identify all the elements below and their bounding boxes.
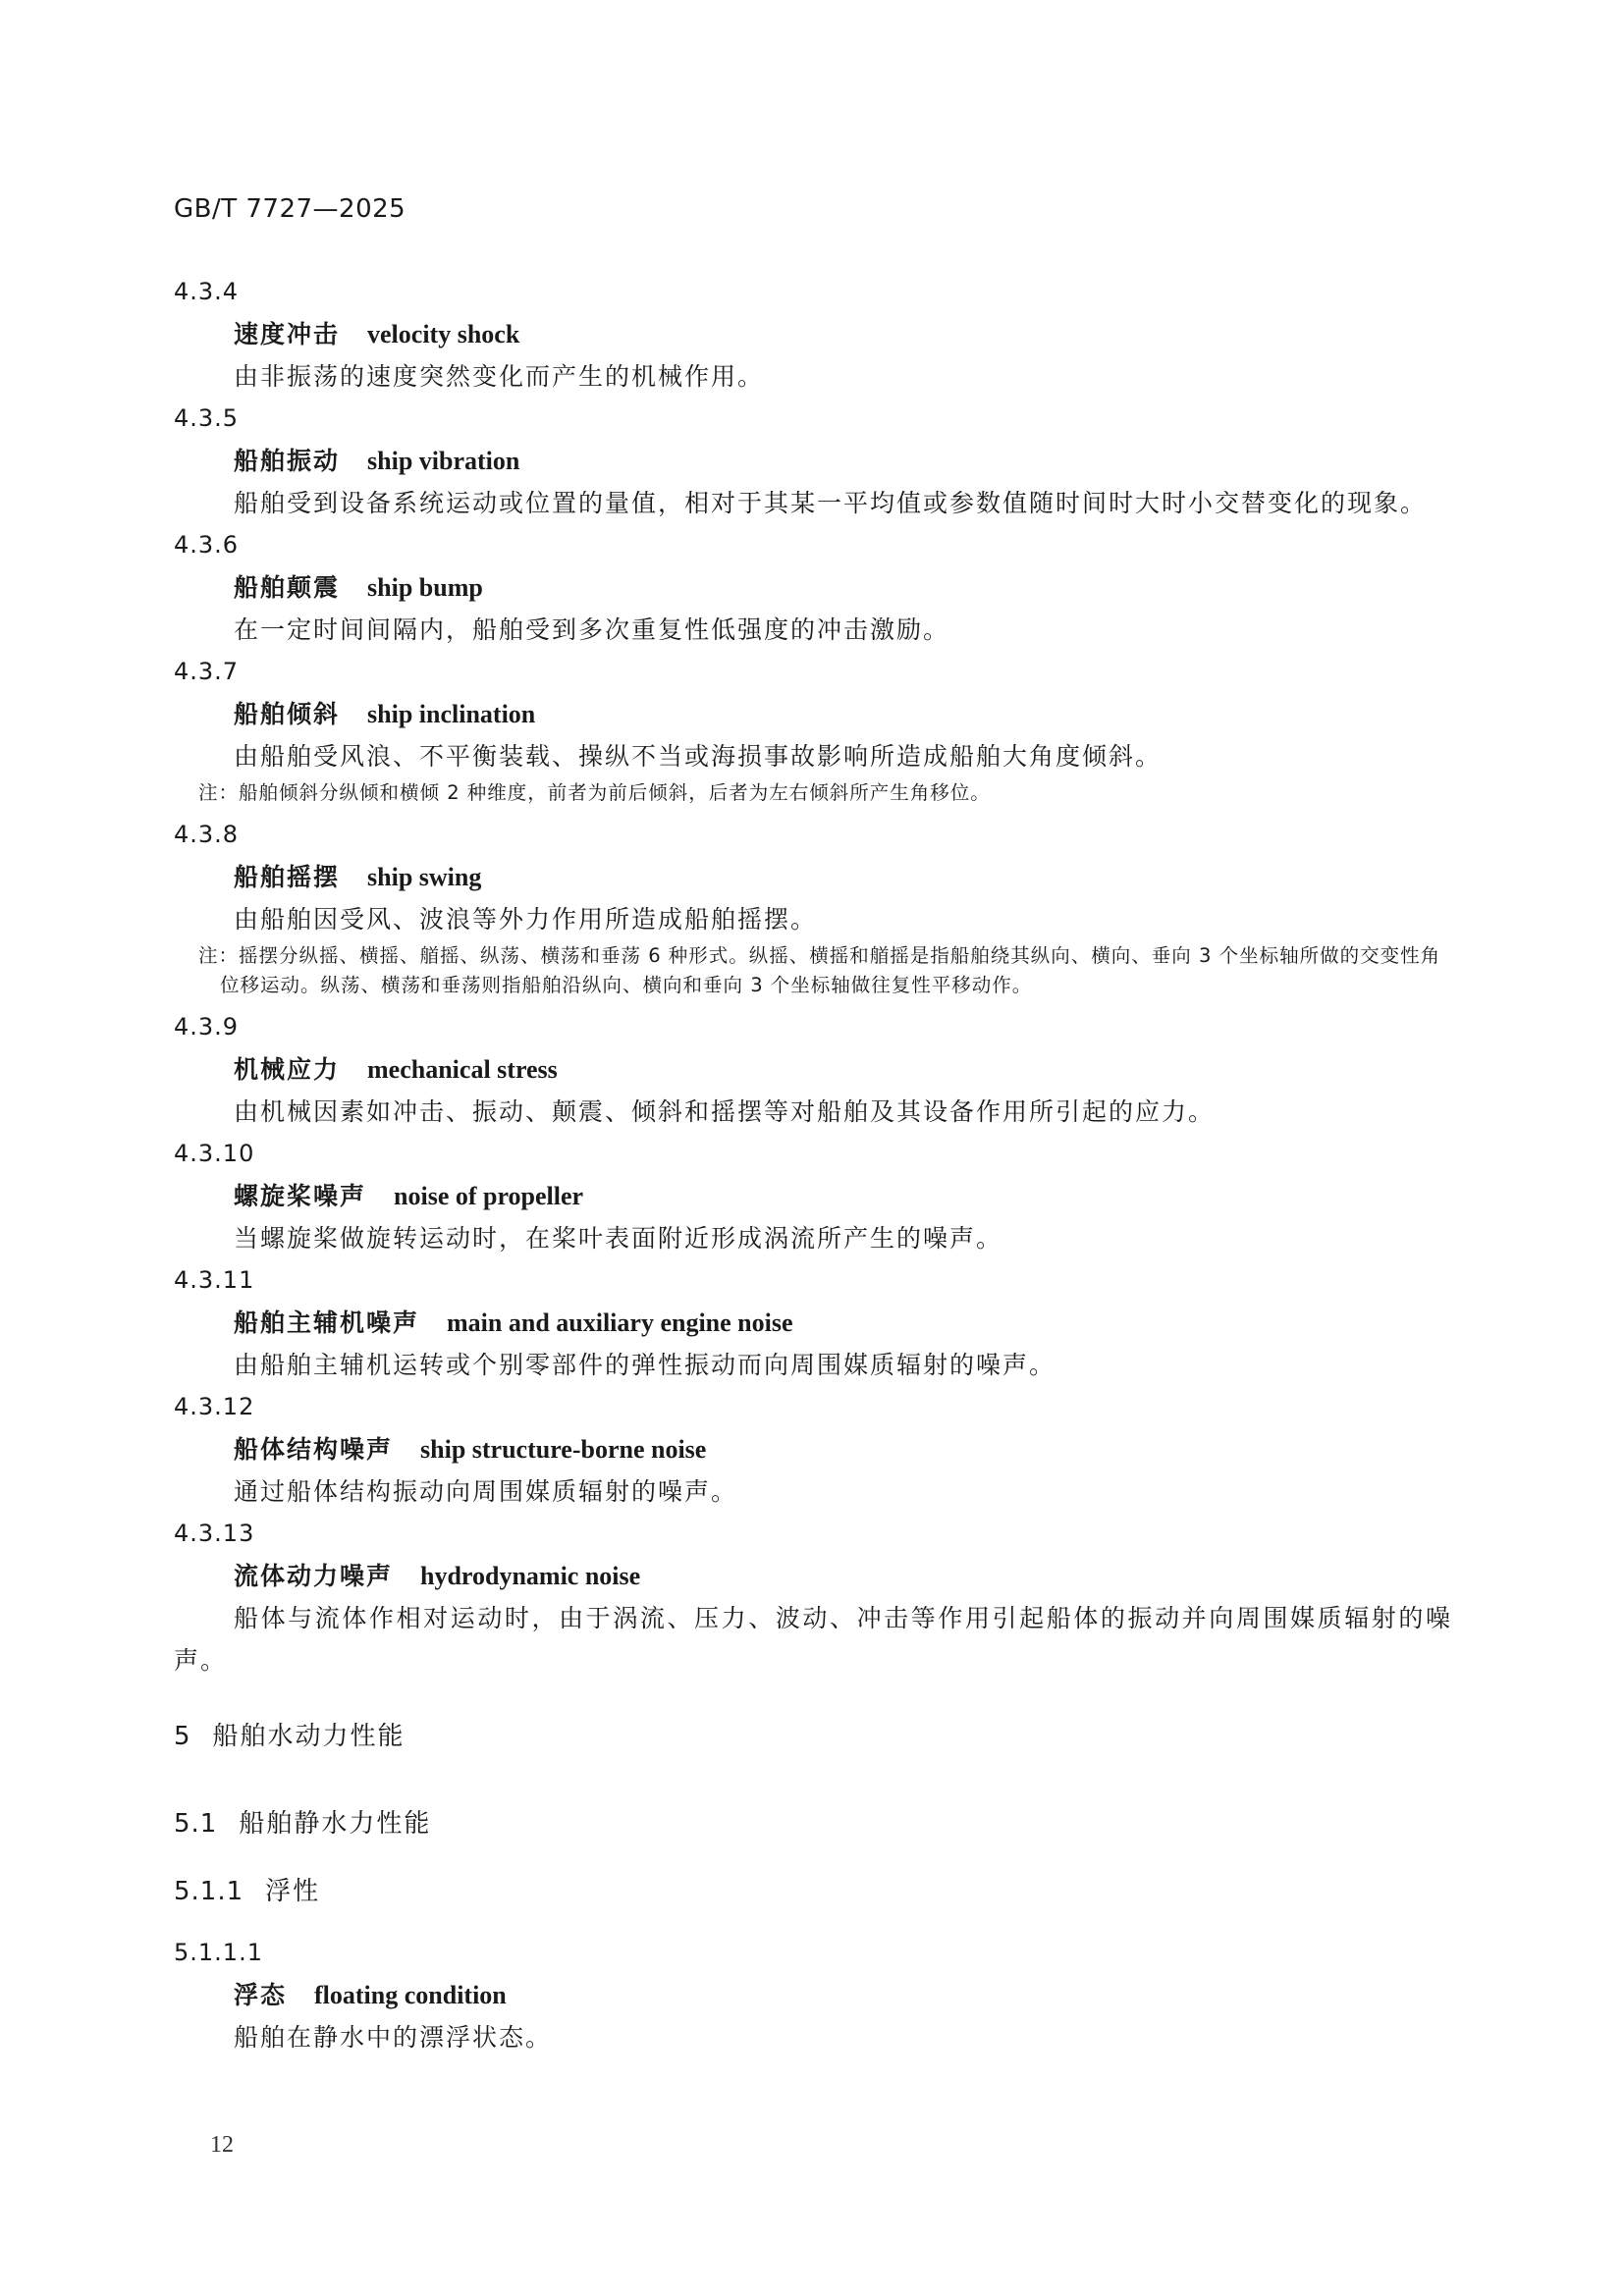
term-definition: 由机械因素如冲击、振动、颠震、倾斜和摇摆等对船舶及其设备作用所引起的应力。: [234, 1097, 1216, 1126]
term-zh: 船舶摇摆: [234, 863, 341, 891]
entry-number: 4.3.4: [174, 278, 240, 305]
term-heading: [174, 693, 1452, 735]
section-heading-5-1-1: [174, 1871, 1452, 1907]
term-heading: [174, 1175, 1452, 1217]
entry-number: 4.3.11: [174, 1266, 255, 1294]
term-definition: 由非振荡的速度突然变化而产生的机械作用。: [234, 362, 765, 391]
term-en: hydrodynamic noise: [420, 1562, 641, 1590]
term-zh: 船舶倾斜: [234, 700, 341, 728]
term-heading: [174, 1302, 1452, 1344]
term-zh: 船体结构噪声: [234, 1435, 394, 1464]
term-zh: 机械应力: [234, 1055, 341, 1084]
term-heading: [174, 1555, 1452, 1597]
term-entry: [174, 1386, 1452, 1513]
term-definition: 船舶在静水中的漂浮状态。: [234, 2023, 553, 2052]
term-zh: 船舶颠震: [234, 573, 341, 602]
term-entry: [174, 651, 1452, 808]
term-en: main and auxiliary engine noise: [447, 1308, 793, 1337]
section-heading-5: [174, 1716, 1452, 1752]
entry-number: 4.3.13: [174, 1520, 255, 1547]
term-entry: [174, 1006, 1452, 1133]
page-content: [174, 271, 1452, 2058]
term-en: mechanical stress: [367, 1055, 558, 1084]
entry-number: 5.1.1.1: [174, 1939, 263, 1966]
term-definition: 由船舶因受风、波浪等外力作用所造成船舶摇摆。: [234, 905, 818, 934]
section-title: 浮性: [265, 1877, 321, 1906]
term-heading: [174, 1428, 1452, 1470]
entry-number: 4.3.5: [174, 404, 240, 432]
term-zh: 船舶主辅机噪声: [234, 1308, 420, 1337]
term-en: floating condition: [314, 1981, 507, 2009]
term-definition: 船舶受到设备系统运动或位置的量值，相对于其某一平均值或参数值随时间时大时小交替变化的现象。: [234, 489, 1428, 517]
term-heading: [174, 313, 1452, 355]
entry-number: 4.3.10: [174, 1140, 255, 1167]
term-zh: 流体动力噪声: [234, 1562, 394, 1590]
page-number: 12: [210, 2132, 234, 2158]
term-entry: [174, 398, 1452, 524]
term-definition: 当螺旋桨做旋转运动时，在桨叶表面附近形成涡流所产生的噪声。: [234, 1224, 1003, 1253]
term-entry: [174, 1932, 1452, 2058]
term-entry: [174, 814, 1452, 1000]
term-definition: 由船舶主辅机运转或个别零部件的弹性振动而向周围媒质辐射的噪声。: [234, 1351, 1056, 1379]
term-entry: [174, 271, 1452, 398]
term-en: ship bump: [367, 573, 483, 602]
term-heading: [174, 1974, 1452, 2016]
term-en: ship inclination: [367, 700, 536, 728]
term-zh: 速度冲击: [234, 320, 341, 348]
term-heading: [174, 856, 1452, 898]
term-definition: 通过船体结构振动向周围媒质辐射的噪声。: [234, 1477, 738, 1506]
term-zh: 船舶振动: [234, 447, 341, 475]
entry-number: 4.3.8: [174, 821, 240, 848]
term-entry: [174, 524, 1452, 651]
entry-number: 4.3.6: [174, 531, 240, 559]
term-heading: [174, 1048, 1452, 1091]
term-en: noise of propeller: [394, 1182, 584, 1210]
section-number: 5.1.1: [174, 1877, 244, 1906]
term-note: 注：船舶倾斜分纵倾和横倾 2 种维度，前者为前后倾斜，后者为左右倾斜所产生角移位。: [198, 781, 991, 804]
term-heading: [174, 566, 1452, 609]
entry-number: 4.3.12: [174, 1393, 255, 1420]
term-note: 注：摇摆分纵摇、横摇、艏摇、纵荡、横荡和垂荡 6 种形式。纵摇、横摇和艏摇是指船舶绕其纵向、横向、垂向 3 个坐标轴所做的交变性角位移运动。纵荡、横荡和垂荡则指船舶沿纵向、横向和垂向 3 个坐标轴做往复性平移动作。: [198, 944, 1441, 996]
term-en: velocity shock: [367, 320, 520, 348]
section-heading-5-1: [174, 1803, 1452, 1840]
section-number: 5: [174, 1722, 191, 1751]
section-number: 5.1: [174, 1809, 218, 1839]
term-entry: [174, 1133, 1452, 1259]
term-heading: [174, 440, 1452, 482]
entry-number: 4.3.7: [174, 658, 240, 685]
term-en: ship structure-borne noise: [420, 1435, 707, 1464]
term-en: ship swing: [367, 863, 482, 891]
term-en: ship vibration: [367, 447, 520, 475]
term-entry: [174, 1513, 1452, 1682]
term-definition: 由船舶受风浪、不平衡装载、操纵不当或海损事故影响所造成船舶大角度倾斜。: [234, 742, 1163, 771]
term-zh: 螺旋桨噪声: [234, 1182, 367, 1210]
term-definition: 船体与流体作相对运动时，由于涡流、压力、波动、冲击等作用引起船体的振动并向周围媒质辐射的噪声。: [174, 1604, 1452, 1675]
section-title: 船舶水动力性能: [212, 1722, 406, 1751]
standard-number: GB/T 7727—2025: [174, 194, 406, 224]
term-zh: 浮态: [234, 1981, 288, 2009]
entry-number: 4.3.9: [174, 1013, 240, 1041]
section-title: 船舶静水力性能: [239, 1809, 432, 1839]
term-definition: 在一定时间间隔内，船舶受到多次重复性低强度的冲击激励。: [234, 615, 950, 644]
term-entry: [174, 1259, 1452, 1386]
